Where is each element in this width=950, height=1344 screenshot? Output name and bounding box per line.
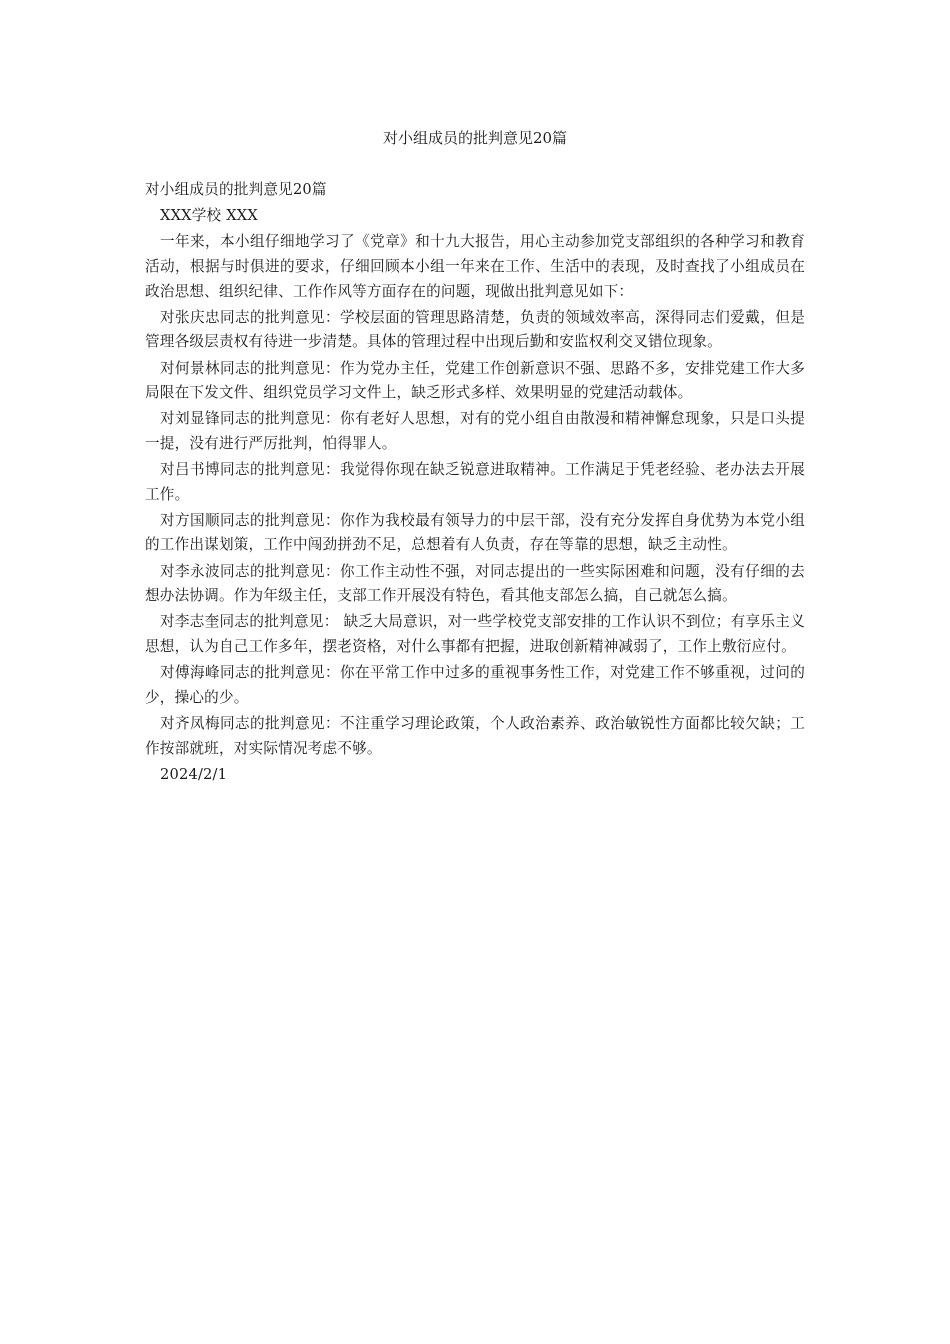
paragraph-critique: 对方国顺同志的批判意见：你作为我校最有领导力的中层干部，没有充分发挥自身优势为本党小组的工作出谋划策，工作中闯劲拼劲不足，总想着有人负责，存在等靠的思想，缺乏主动性。 [145, 511, 805, 554]
paragraph-intro: 一年来，本小组仔细地学习了《党章》和十九大报告，用心主动参加党支部组织的各种学习和教育活动，根据与时俱进的要求，仔细回顾本小组一年来在工作、生活中的表现，及时查找了小组成员在政治思想、组织纪律、工作作风等方面存在的问题，现做出批判意见如下： [145, 233, 805, 300]
paragraph-critique: 对傅海峰同志的批判意见：你在平常工作中过多的重视事务性工作，对党建工作不够重视，过问的少，操心的少。 [145, 664, 805, 706]
document-body [145, 178, 805, 789]
document-title: 对小组成员的批判意见20篇 [382, 129, 568, 147]
paragraph-critique: 对吕书博同志的批判意见：我觉得你现在缺乏锐意进取精神。工作满足于凭老经验、老办法去开展工作。 [145, 461, 805, 503]
paragraph-critique: 对何景林同志的批判意见：作为党办主任，党建工作创新意识不强、思路不多，安排党建工作大多局限在下发文件、组织党员学习文件上，缺乏形式多样、效果明显的党建活动载体。 [145, 359, 805, 402]
author-line: XXX学校 XXX [160, 207, 258, 225]
paragraph-critique: 对李志奎同志的批判意见： 缺乏大局意识，对一些学校党支部安排的工作认识不到位；有享乐主义思想，认为自己工作多年，摆老资格，对什么事都有把握，进取创新精神减弱了，工作上敷衍应付。 [145, 613, 805, 656]
paragraph-critique: 对齐凤梅同志的批判意见：不注重学习理论政策，个人政治素养、政治敏锐性方面都比较欠缺；工作按部就班，对实际情况考虑不够。 [145, 715, 805, 757]
paragraph-critique: 对张庆忠同志的批判意见：学校层面的管理思路清楚，负责的领域效率高，深得同志们爱戴，但是管理各级层责权有待进一步清楚。具体的管理过程中出现后勤和安监权利交叉错位现象。 [145, 308, 805, 351]
document-heading: 对小组成员的批判意见20篇 [145, 181, 327, 198]
paragraph-critique: 对李永波同志的批判意见：你工作主动性不强，对同志提出的一些实际困难和问题，没有仔细的去想办法协调。作为年级主任，支部工作开展没有特色，看其他支部怎么搞，自己就怎么搞。 [145, 562, 805, 605]
document-date: 2024/2/1 [160, 765, 228, 783]
paragraph-critique: 对刘显锋同志的批判意见：你有老好人思想，对有的党小组自由散漫和精神懈怠现象，只是口头提一提，没有进行严厉批判，怕得罪人。 [145, 410, 805, 452]
